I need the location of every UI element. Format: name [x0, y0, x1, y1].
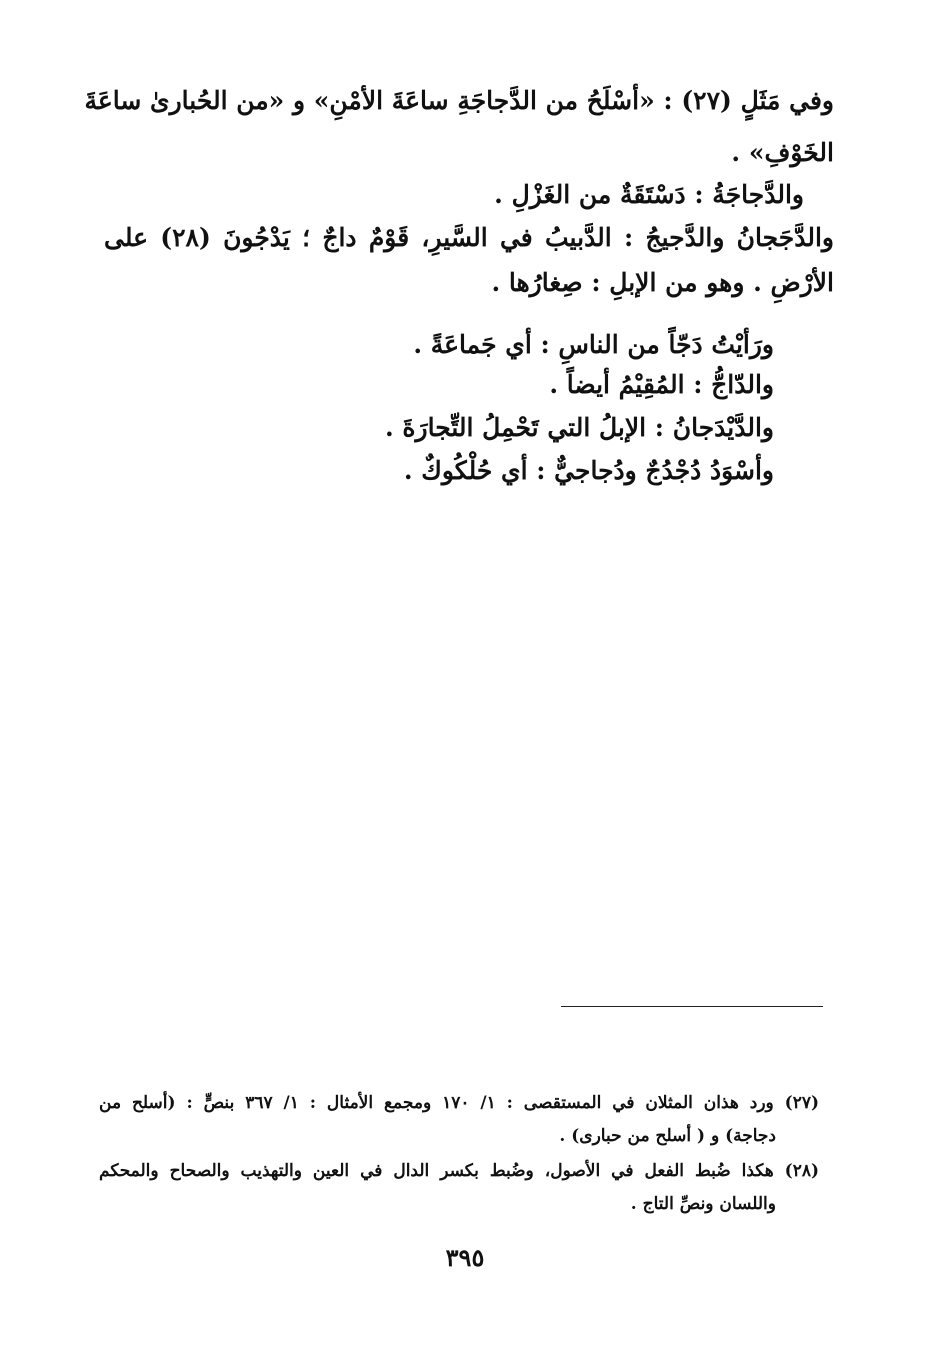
body-line-1: وفي مَثَلٍ (٢٧) : «أسْلَحُ من الدَّجاجَةِ ساعَةَ الأمْنِ» و «من الحُبارىٰ ساعَةَ: [84, 86, 834, 115]
footnote-line-1: (٢٧) ورد هذان المثلان في المستقصى : ١/ ١٧٠ ومجمع الأمثال : ١/ ٣٦٧ بنصٍّ : (أسلح من: [99, 1093, 819, 1113]
footnote-line-3: (٢٨) هكذا ضُبط الفعل في الأصول، وضُبط بكسر الدال في العين والتهذيب والصحاح والمحكم: [99, 1161, 819, 1181]
page-number: ٣٩٥: [445, 1243, 485, 1272]
body-line-8: والدَّيْدَجانُ : الإبلُ التي تَحْمِلُ التِّجارَةَ .: [385, 413, 774, 442]
footnote-divider: [561, 1006, 823, 1007]
body-line-9: وأسْوَدُ دُجْدُجٌ ودُجاجيٌّ : أي حُلْكُوكٌ .: [403, 456, 774, 485]
footnote-line-2: دجاجة) و ( أسلح من حبارى) .: [559, 1126, 776, 1146]
body-line-2: الخَوْفِ» .: [731, 138, 834, 167]
body-line-6: ورَأيْتُ دَجّاً من الناسِ : أي جَماعَةً .: [413, 330, 774, 359]
body-line-4: والدَّجَجانُ والدَّجيجُ : الدَّبيبُ في السَّيرِ، قَوْمٌ داجٌ ؛ يَدْجُونَ (٢٨) على: [104, 223, 834, 252]
body-line-5: الأرْضِ . وهو من الإبلِ : صِغارُها .: [491, 268, 834, 297]
body-line-3: والدَّجاجَةُ : دَسْتَقَةٌ من الغَزْلِ .: [494, 180, 804, 209]
footnote-line-4: واللسان ونصِّ التاج .: [630, 1194, 776, 1214]
body-line-7: والدّاجُّ : المُقِيْمُ أيضاً .: [549, 370, 774, 399]
